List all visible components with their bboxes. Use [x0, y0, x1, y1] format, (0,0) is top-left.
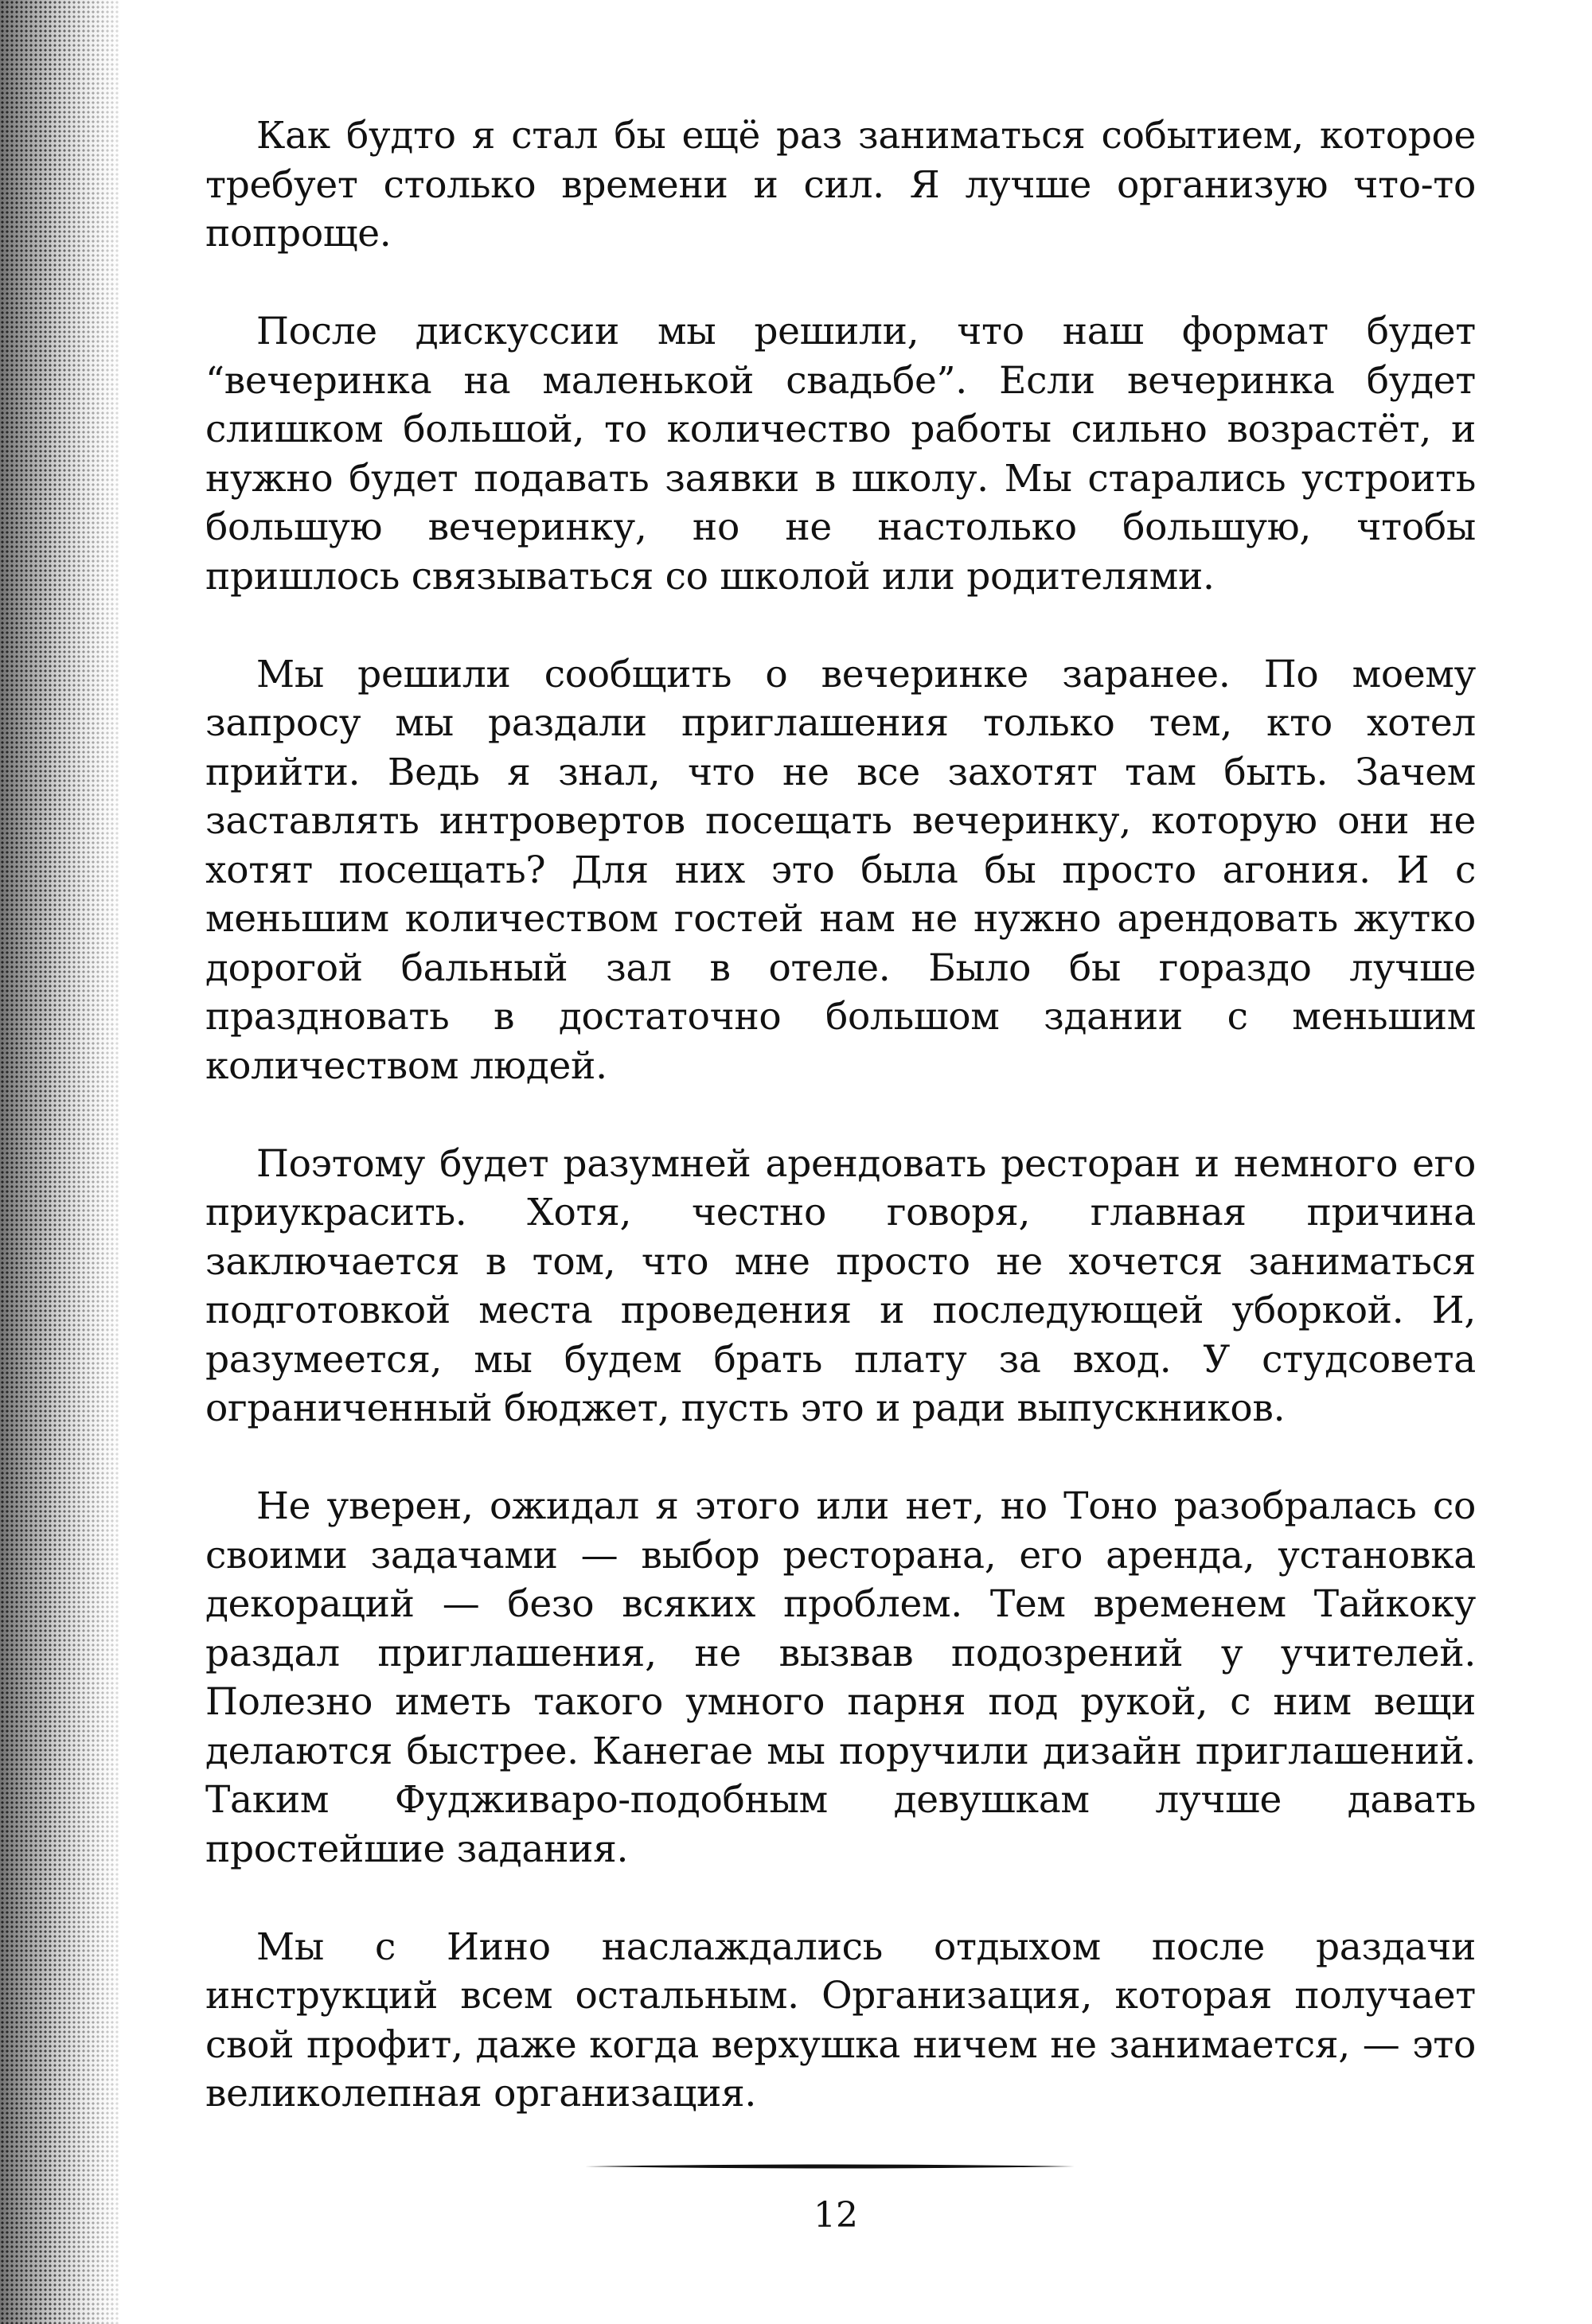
paragraph-4: Поэтому будет разумней арендовать ресторан и немного его приукрасить. Хотя, честно говоря, главная причина заключается в том, что мне просто не хочется заниматься подготовкой места проведения и последующей уборкой. И, разумеется, мы будем брать плату за вход. У студсовета ограниченный бюджет, пусть это и ради выпускников. [205, 1141, 1476, 1430]
paragraph-5: Не уверен, ожидал я этого или нет, но Тоно разобралась со своими задачами — выбор ресторана, его аренда, установка декораций — безо всяких проблем. Тем временем Тайкоку раздал приглашения, не вызвав подозрений у учителей. Полезно иметь такого умного парня под рукой, с ним вещи делаются быстрее. Канегае мы поручили дизайн приглашений. Таким Фудживаро-подобным девушкам лучше давать простейшие задания. [205, 1484, 1476, 1871]
paragraph-3: Мы решили сообщить о вечеринке заранее. По моему запросу мы раздали приглашения только тем, кто хотел прийти. Ведь я знал, что не все захотят там быть. Зачем заставлять интровертов посещать вечеринку, которую они не хотят посещать? Для них это была бы просто агония. И с меньшим количеством гостей нам не нужно арендовать жутко дорогой бальный зал в отеле. Было бы гораздо лучше праздновать в достаточно большом здании с меньшим количеством людей. [205, 652, 1476, 1088]
body-text [205, 111, 1476, 2167]
paragraph-1: Как будто я стал бы ещё раз заниматься событием, которое требует столько времени и сил. Я лучше организую что-то попроще. [205, 114, 1476, 255]
page-number: 12 [814, 2195, 858, 2236]
paragraph-6: Мы с Иино наслаждались отдыхом после раздачи инструкций всем остальным. Организация, которая получает свой профит, даже когда верхушка ничем не занимается, — это великолепная организация. [205, 1924, 1476, 2115]
footer-divider [585, 2163, 1075, 2170]
paragraph-2: После дискуссии мы решили, что наш формат будет “вечеринка на маленькой свадьбе”. Если вечеринка будет слишком большой, то количество работы сильно возрастёт, и нужно будет подавать заявки в школу. Мы старались устроить большую вечеринку, но не настолько большую, чтобы пришлось связываться со школой или родителями. [205, 310, 1476, 599]
halftone-margin-band [0, 0, 119, 2324]
